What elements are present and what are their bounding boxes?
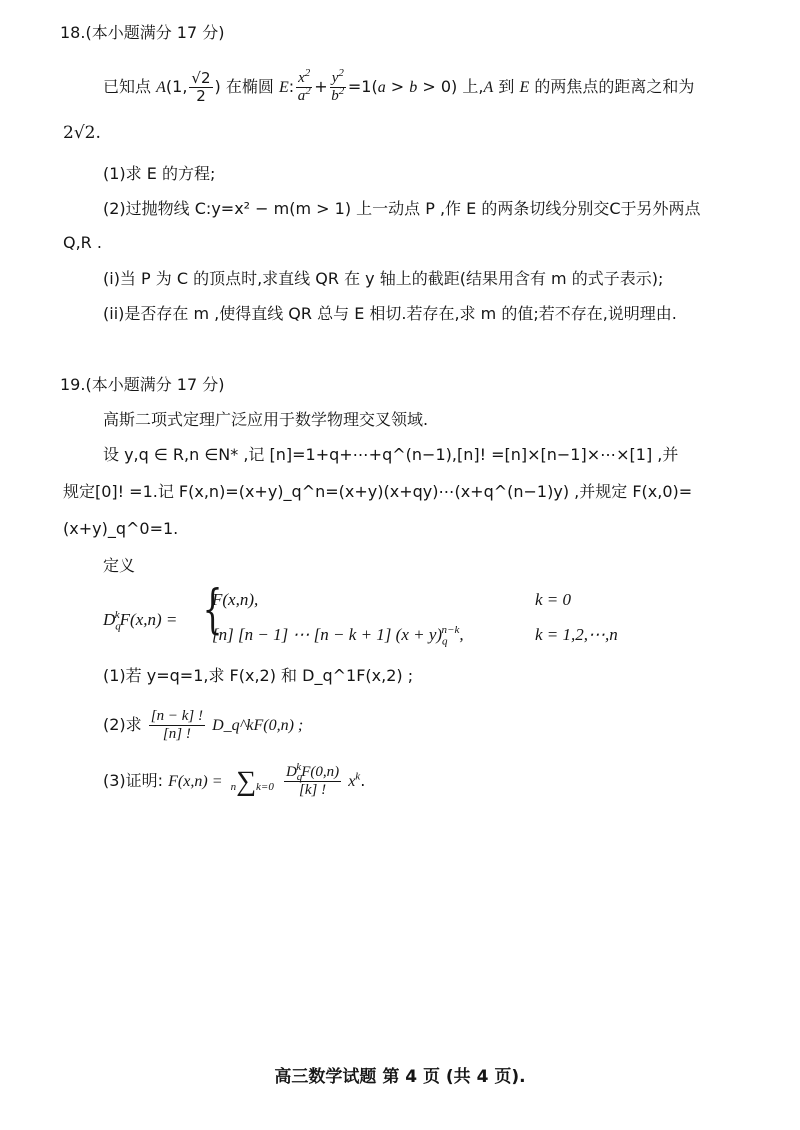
fraction-factorials: $\frac{[n - k] !}{[n] !}$ [150,708,203,742]
q19-line1: 设 y,q ∈ R,n ∈N* ,记 [n]=1+q+⋯+q^(n−1),[n]! =[n]×[n−1]×⋯×[1] ,并 [103,445,679,464]
q18-part1: (1)求 E 的方程; [103,164,216,183]
definition-lhs: $D_q^kF(x,n)$ = [103,609,178,633]
q19-heading: 19.(本小题满分 17 分) [60,375,225,394]
fraction-sqrt2-over-2: $\frac{√2}{2}$ [191,69,211,105]
case1-cond: k = 0 [535,590,572,609]
case2-expr: [n] [n − 1] ⋯ [n − k + 1] $(x + y)_q^{n-k}$, [212,624,464,648]
q18-intro-d: 到 [498,77,515,96]
case2-cond: k = 1,2,⋯,n [535,625,618,644]
q19-part2-label: (2)求 [103,715,142,734]
q19-part3-label: (3)证明: [103,771,164,790]
q19-part3: (3)证明: F(x,n) = n∑k=0 $\frac{D_q^kF(0,n)}{[k] !}$ $x^k$. [103,761,366,798]
q18-intro-b: 在椭圆 [225,77,274,96]
q18-part2-ii: (ii)是否存在 m ,使得直线 QR 总与 E 相切.若存在,求 m 的值;若不存在,说明理由. [103,304,677,323]
q18-part2-line2: Q,R . [63,233,102,252]
q19-define: 定义 [103,556,136,575]
q19-part1: (1)若 y=q=1,求 F(x,2) 和 D_q^1F(x,2) ; [103,666,414,685]
q19-line2: 规定[0]! =1.记 F(x,n)=(x+y)_q^n=(x+y)(x+qy)⋯(x+q^(n−1)y) ,并规定 F(x,0)= [63,482,693,501]
fraction-x2-a2: $\frac{x^2}{a^2}$ [297,67,311,104]
summation-symbol: n∑k=0 [230,765,274,797]
q18-heading: 18.(本小题满分 17 分) [60,23,225,42]
page-footer: 高三数学试题 第 4 页 (共 4 页). [274,1067,526,1087]
q19-intro: 高斯二项式定理广泛应用于数学物理交叉领域. [103,410,429,429]
q18-intro: 已知点 A(1, $\frac{√2}{2}$ ) 在椭圆 E: $\frac{x^2}{a^2}$ + $\frac{y^2}{b^2}$ =1(a > b > 0) 上,A 到 E 的两焦点的距离之和为 [103,67,695,105]
q18-part2-line1: (2)过抛物线 C:y=x² − m(m > 1) 上一动点 P ,作 E 的两条切线分别交C于另外两点 [103,199,701,218]
case1-expr: F(x,n), [212,590,259,609]
q18-intro-e: 的两焦点的距离之和为 [534,77,695,96]
q19-part2-tail: D_q^kF(0,n) ; [212,717,304,734]
q18-distance-value: 2√2. [63,123,101,143]
fraction-y2-b2: $\frac{y^2}{b^2}$ [331,67,345,104]
q18-intro-a: 已知点 [103,77,152,96]
curly-brace: { [202,580,223,640]
q18-part2-i: (i)当 P 为 C 的顶点时,求直线 QR 在 y 轴上的截距(结果用含有 m 的式子表示); [103,269,664,288]
q19-line3: (x+y)_q^0=1. [63,519,179,538]
fraction-dq-over-factorial: $\frac{D_q^kF(0,n)}{[k] !}$ [285,761,340,798]
q18-intro-c: 上, [462,77,484,96]
q19-part2 [103,708,303,743]
